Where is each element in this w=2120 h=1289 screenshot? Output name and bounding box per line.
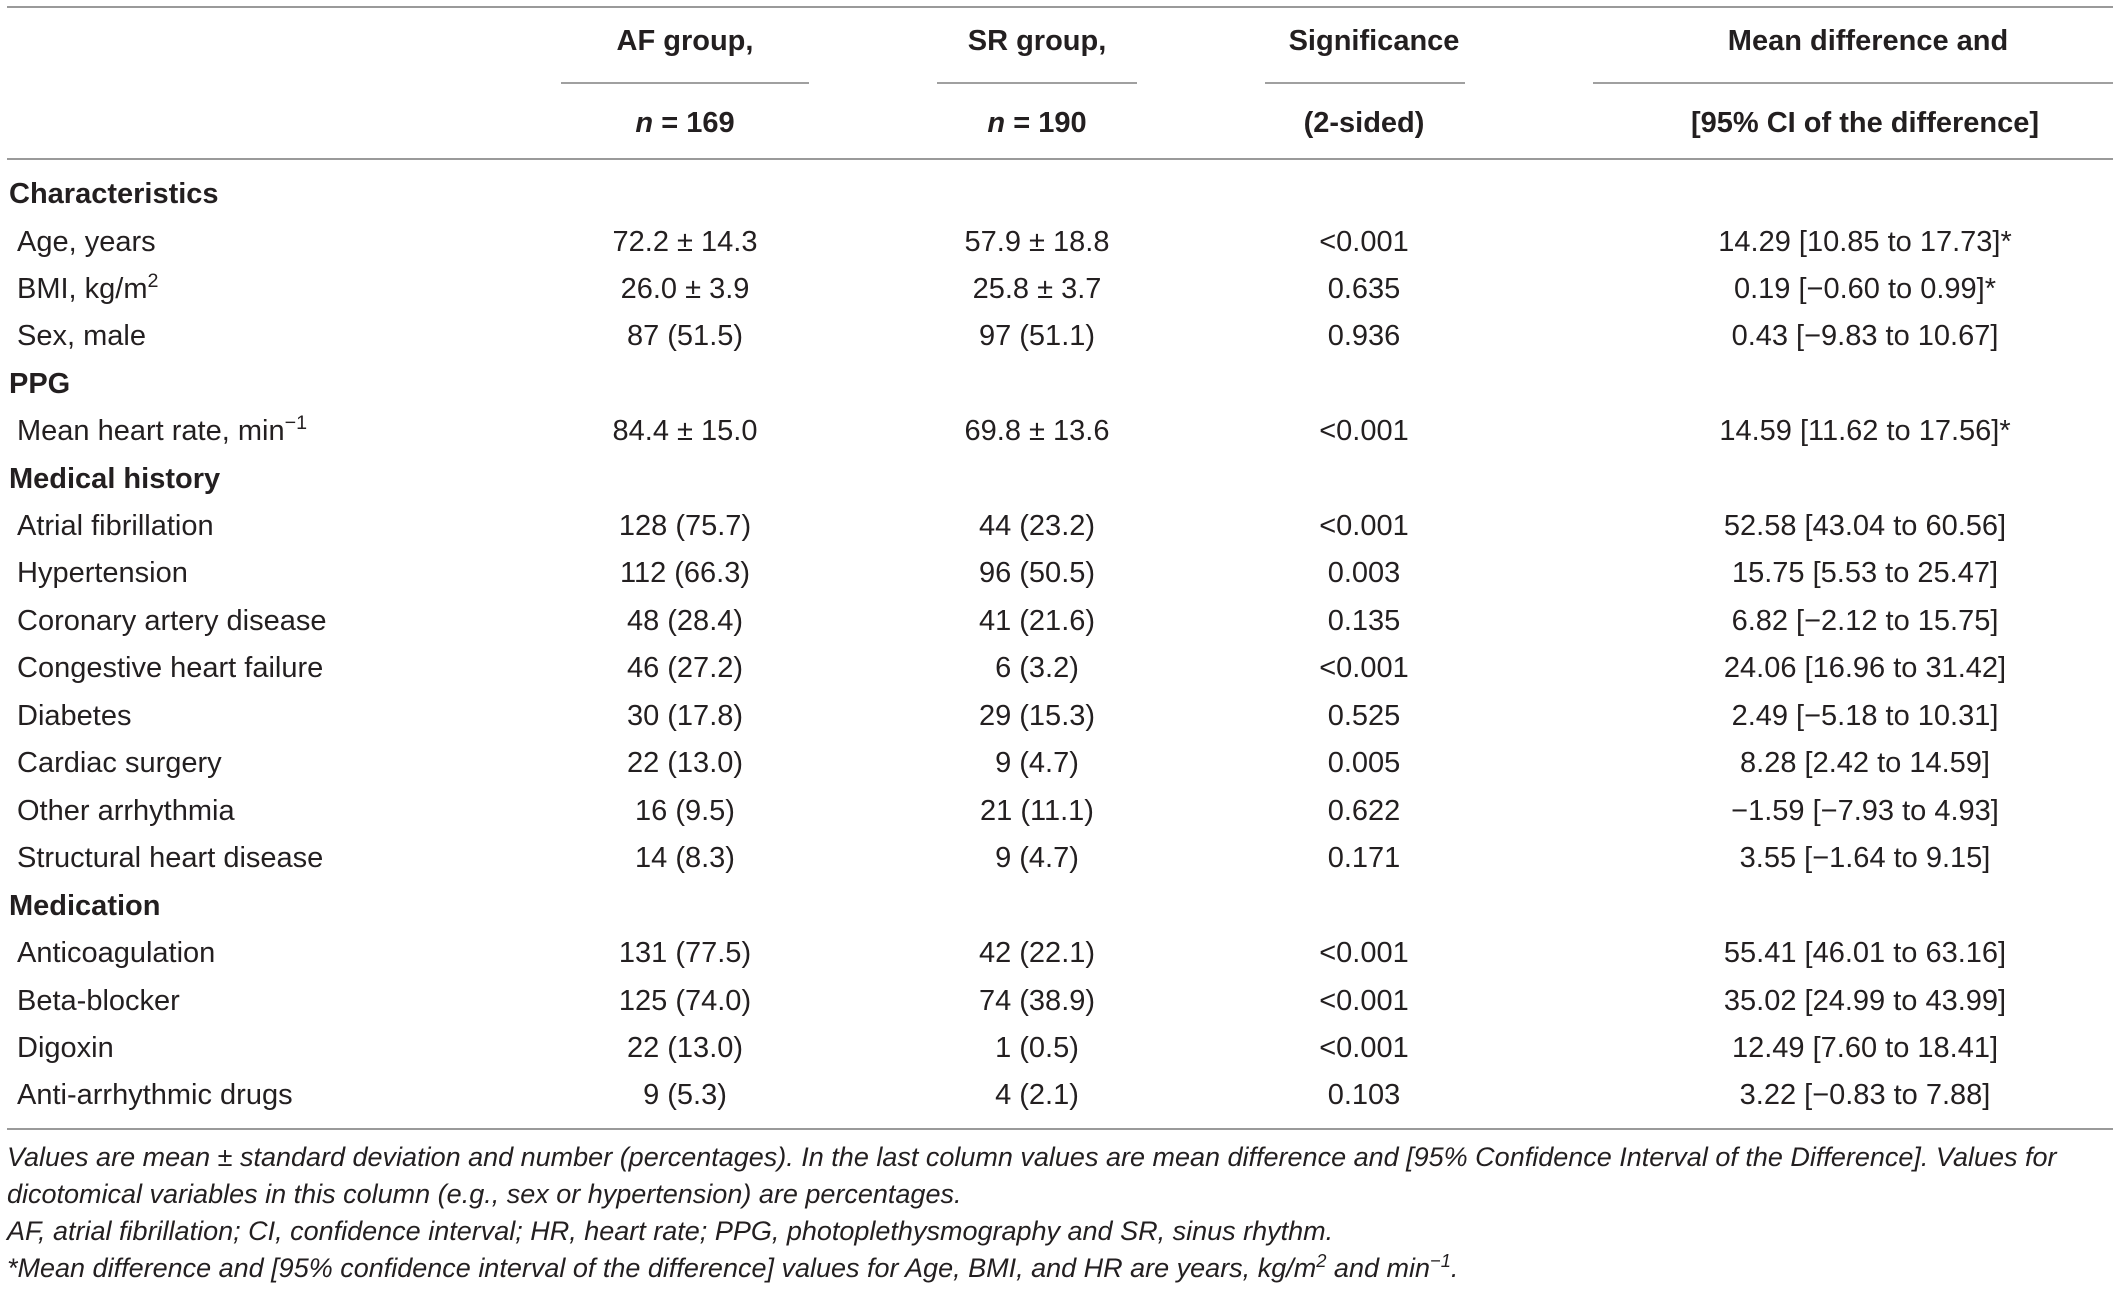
sr-group-value: 25.8 ± 3.7: [972, 273, 1102, 305]
row-label-text: Anti-arrhythmic drugs: [17, 1079, 293, 1111]
sr-group-value: 69.8 ± 13.6: [964, 415, 1110, 447]
header-two-sided: (2-sided): [1303, 107, 1425, 139]
mean-difference-value: 2.49 [−5.18 to 10.31]: [1731, 700, 1999, 732]
sr-group-value: 42 (22.1): [978, 937, 1096, 969]
row-label: [17, 413, 307, 449]
significance-value: 0.622: [1327, 795, 1401, 827]
row-label-text: Atrial fibrillation: [17, 510, 214, 542]
md-header-rule: [1593, 82, 2113, 84]
af-group-value: 22 (13.0): [626, 747, 744, 779]
af-group-value: 30 (17.8): [626, 700, 744, 732]
mean-difference-value: 35.02 [24.99 to 43.99]: [1723, 985, 2007, 1017]
significance-value: 0.103: [1327, 1079, 1401, 1111]
significance-value: 0.003: [1327, 557, 1401, 589]
significance-value: 0.936: [1327, 320, 1401, 352]
section-medical-history: Medical history: [9, 463, 221, 495]
row-label-text: Digoxin: [17, 1032, 114, 1064]
mean-difference-value: 24.06 [16.96 to 31.42]: [1723, 652, 2007, 684]
sr-header-rule: [937, 82, 1137, 84]
sr-group-value: 96 (50.5): [978, 557, 1096, 589]
af-group-value: 131 (77.5): [618, 937, 752, 969]
row-label: [17, 1077, 293, 1113]
section-characteristics: Characteristics: [9, 178, 219, 210]
mean-difference-value: 3.55 [−1.64 to 9.15]: [1739, 842, 1991, 874]
af-group-value: 84.4 ± 15.0: [612, 415, 758, 447]
header-af-n-value: = 169: [653, 107, 735, 139]
mean-difference-value: 14.29 [10.85 to 17.73]*: [1718, 226, 2012, 258]
row-label-text: Coronary artery disease: [17, 605, 327, 637]
mean-difference-value: 3.22 [−0.83 to 7.88]: [1739, 1079, 1991, 1111]
af-group-value: 14 (8.3): [635, 842, 735, 874]
footnote-units-text-3: .: [1450, 1253, 1459, 1283]
row-label: [17, 1030, 114, 1066]
row-label-text: BMI, kg/m: [17, 273, 148, 305]
header-af-n: [635, 105, 734, 141]
significance-value: 0.135: [1327, 605, 1401, 637]
row-label: [17, 840, 323, 876]
header-sr-n-value: = 190: [1005, 107, 1087, 139]
header-bottom-rule: [7, 158, 2113, 160]
row-label: [17, 935, 215, 971]
af-group-value: 48 (28.4): [626, 605, 744, 637]
significance-value: 0.635: [1327, 273, 1401, 305]
row-label: [17, 603, 326, 639]
significance-value: <0.001: [1319, 226, 1409, 258]
sr-group-value: 9 (4.7): [995, 747, 1079, 779]
significance-value: <0.001: [1319, 510, 1409, 542]
footnote-units-text-2: and min: [1326, 1253, 1430, 1283]
row-label-text: Mean heart rate, min: [17, 415, 285, 447]
row-label-text: Congestive heart failure: [17, 652, 324, 684]
mean-difference-value: 52.58 [43.04 to 60.56]: [1723, 510, 2007, 542]
footnote-units-sup-2: −1: [1429, 1249, 1451, 1271]
sr-group-value: 97 (51.1): [978, 320, 1096, 352]
significance-value: 0.525: [1327, 700, 1401, 732]
af-group-value: 9 (5.3): [643, 1079, 727, 1111]
header-ci: [95% CI of the difference]: [1690, 107, 2040, 139]
section-medication: Medication: [9, 890, 161, 922]
header-af-n-label: n: [635, 107, 654, 139]
sr-group-value: 6 (3.2): [995, 652, 1079, 684]
sr-group-value: 57.9 ± 18.8: [964, 226, 1110, 258]
row-label-text: Diabetes: [17, 700, 132, 732]
footnote-units: [7, 1250, 2113, 1287]
sr-group-value: 41 (21.6): [978, 605, 1096, 637]
significance-value: 0.005: [1327, 747, 1401, 779]
af-group-value: 46 (27.2): [626, 652, 744, 684]
header-sr-n-label: n: [987, 107, 1006, 139]
mean-difference-value: 14.59 [11.62 to 17.56]*: [1719, 415, 2011, 447]
row-label: [17, 318, 146, 354]
footnote-values: Values are mean ± standard deviation and number (percentages). In the last column values are mean difference and [95% Confidence Interval of the Difference]. Values for dicotomical variables in this column (e.g., sex or hypertension) are percentages.: [7, 1142, 2057, 1209]
header-sr-n: [987, 105, 1086, 141]
af-group-value: 72.2 ± 14.3: [612, 226, 758, 258]
sr-group-value: 29 (15.3): [978, 700, 1096, 732]
row-label: [17, 650, 323, 686]
af-group-value: 112 (66.3): [619, 557, 751, 589]
significance-value: 0.171: [1327, 842, 1401, 874]
sr-group-value: 1 (0.5): [995, 1032, 1079, 1064]
footnote-units-sup-1: 2: [1316, 1249, 1327, 1271]
header-mean-difference: Mean difference and: [1727, 25, 2009, 57]
sr-group-value: 74 (38.9): [978, 985, 1096, 1017]
row-label-sup: −1: [284, 412, 308, 435]
table-bottom-rule: [7, 1128, 2113, 1130]
footnote-units-text: *Mean difference and [95% confidence interval of the difference] values for Age, BMI, and HR are years, kg/m: [7, 1253, 1317, 1283]
sig-header-rule: [1265, 82, 1465, 84]
af-header-rule: [561, 82, 809, 84]
row-label: [17, 698, 131, 734]
af-group-value: 16 (9.5): [635, 795, 735, 827]
significance-value: <0.001: [1319, 1032, 1409, 1064]
significance-value: <0.001: [1319, 415, 1409, 447]
row-label-text: Hypertension: [17, 557, 188, 589]
mean-difference-value: 8.28 [2.42 to 14.59]: [1740, 747, 1990, 779]
row-label: [17, 224, 156, 260]
sr-group-value: 21 (11.1): [980, 795, 1094, 827]
footnote-abbreviations: AF, atrial fibrillation; CI, confidence interval; HR, heart rate; PPG, photoplethysmography and SR, sinus rhythm.: [7, 1216, 1334, 1246]
header-af-group: AF group,: [616, 25, 754, 57]
row-label: [17, 745, 222, 781]
sr-group-value: 44 (23.2): [978, 510, 1096, 542]
significance-value: <0.001: [1319, 652, 1409, 684]
mean-difference-value: 15.75 [5.53 to 25.47]: [1731, 557, 1999, 589]
mean-difference-value: −1.59 [−7.93 to 4.93]: [1731, 795, 1999, 827]
af-group-value: 128 (75.7): [618, 510, 752, 542]
section-ppg: PPG: [9, 368, 71, 400]
sr-group-value: 4 (2.1): [995, 1079, 1079, 1111]
header-significance: Significance: [1288, 25, 1460, 57]
significance-value: <0.001: [1319, 985, 1409, 1017]
row-label-text: Sex, male: [17, 320, 146, 352]
af-group-value: 26.0 ± 3.9: [620, 273, 750, 305]
af-group-value: 125 (74.0): [618, 985, 752, 1017]
row-label-text: Other arrhythmia: [17, 795, 235, 827]
af-group-value: 22 (13.0): [626, 1032, 744, 1064]
mean-difference-value: 0.43 [−9.83 to 10.67]: [1731, 320, 1999, 352]
row-label: [17, 793, 235, 829]
top-rule: [7, 6, 2113, 8]
mean-difference-value: 0.19 [−0.60 to 0.99]*: [1733, 273, 1997, 305]
row-label-text: Age, years: [17, 226, 156, 258]
row-label-text: Structural heart disease: [17, 842, 324, 874]
row-label-text: Cardiac surgery: [17, 747, 222, 779]
row-label: [17, 983, 180, 1019]
header-sr-group: SR group,: [967, 25, 1107, 57]
mean-difference-value: 55.41 [46.01 to 63.16]: [1723, 937, 2007, 969]
row-label: [17, 508, 214, 544]
row-label: [17, 271, 158, 307]
af-group-value: 87 (51.5): [626, 320, 744, 352]
row-label: [17, 555, 188, 591]
mean-difference-value: 12.49 [7.60 to 18.41]: [1731, 1032, 1999, 1064]
mean-difference-value: 6.82 [−2.12 to 15.75]: [1731, 605, 1999, 637]
row-label-sup: 2: [147, 270, 159, 293]
sr-group-value: 9 (4.7): [995, 842, 1079, 874]
significance-value: <0.001: [1319, 937, 1409, 969]
row-label-text: Beta-blocker: [17, 985, 180, 1017]
row-label-text: Anticoagulation: [17, 937, 216, 969]
